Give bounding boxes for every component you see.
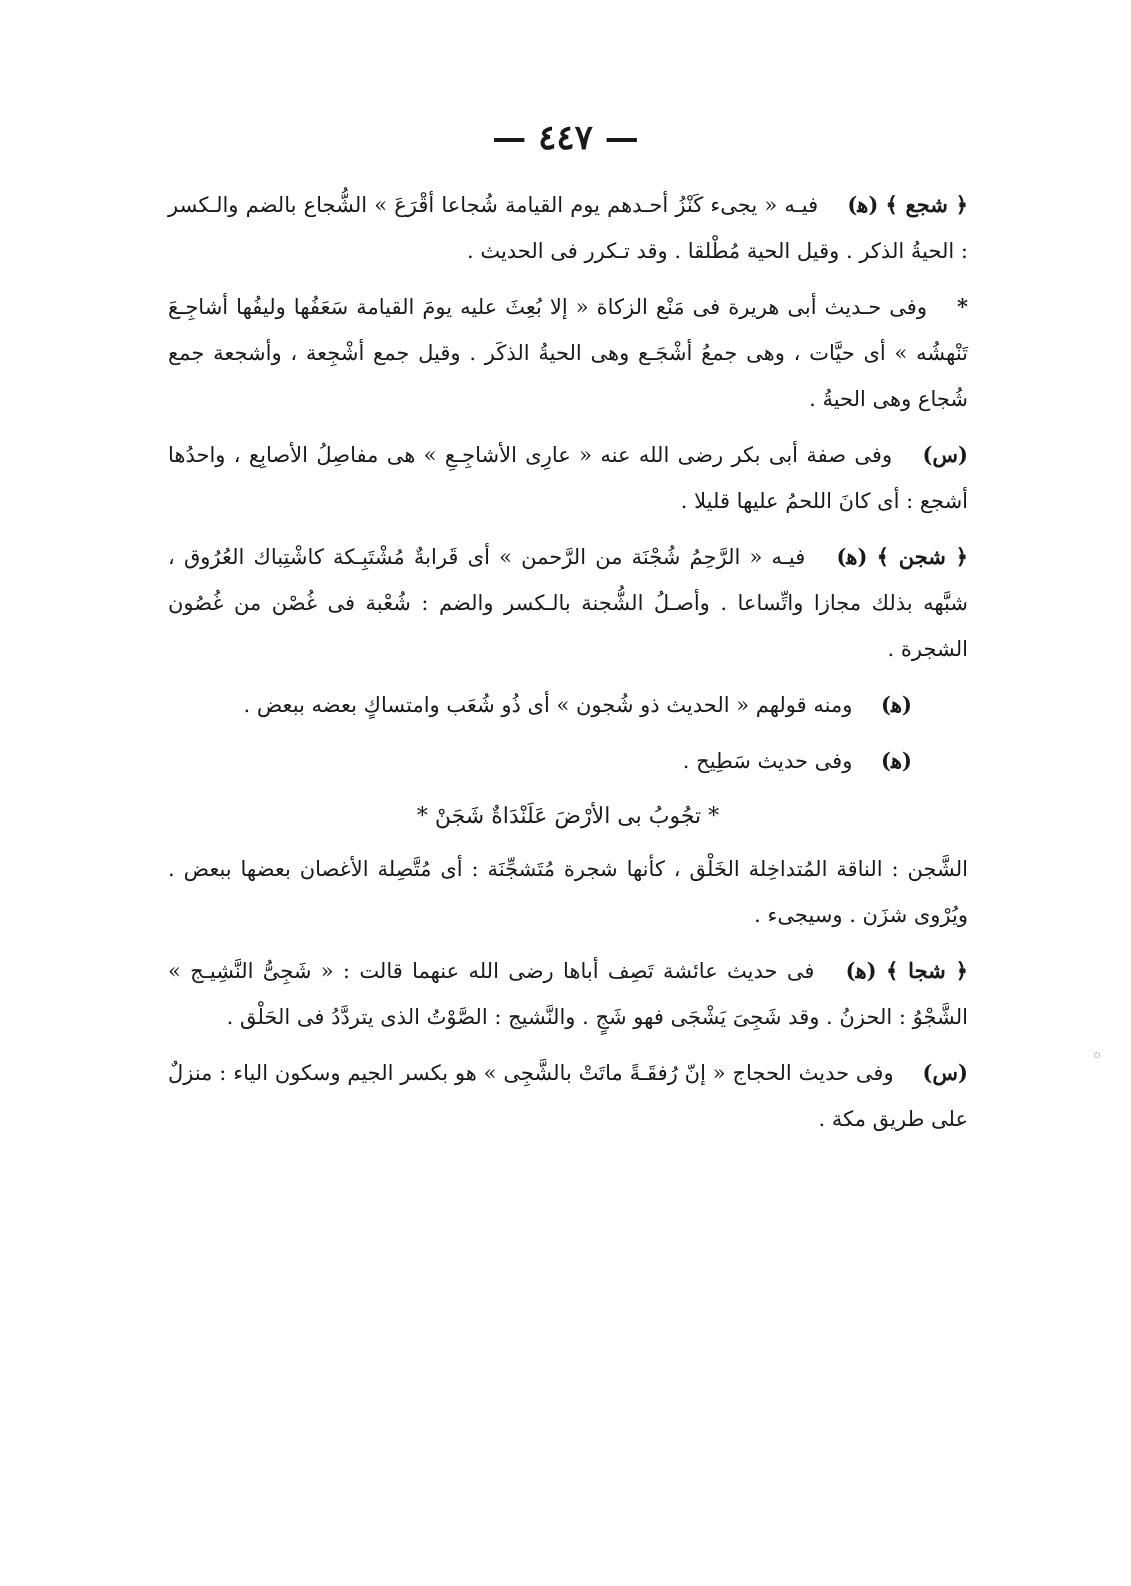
entry-text: وفى حديث سَطِيح . bbox=[682, 749, 853, 773]
source-marker: * bbox=[957, 294, 968, 319]
headword: ﴿ شجن ﴾ bbox=[876, 544, 968, 569]
scan-speck bbox=[1094, 1052, 1100, 1058]
entry-shajaa bbox=[168, 182, 968, 274]
source-marker: (ﻫ) bbox=[881, 692, 912, 717]
entry-text: فى حديث عائشة تَصِف أباها رضى الله عنهما قالت : « شَجِىُّ النَّشِيـج » الشَّجْوُ : الحزنُ . وقد شَجِىَ يَشْجَى فهو شَجٍ . والنَّشيج : الصَّوْتُ الذى يتردَّدُ فى الحَلْق . bbox=[168, 959, 968, 1029]
verse-line: * تجُوبُ بى الأرْضَ عَلَنْدَاةٌ شَجَنْ * bbox=[416, 804, 720, 829]
source-marker: (ﻫ) bbox=[845, 958, 877, 983]
entry-paragraph bbox=[168, 284, 968, 422]
headword: ﴿ شجع ﴾ bbox=[885, 192, 968, 217]
entry-text: فيـه « الرَّحِمُ شُجْنَة من الرَّحمن » أى قَرابةٌ مُشْتَبِـكة كاشْتِباك العُرُوق ، شبَّهه بذلك مجازا واتِّساعا . وأصـلُ الشُّجنة بالـكسر والضم : شُعْبة فى غُصْن من غُصُون الشجرة . bbox=[168, 545, 968, 661]
entry-text: وفى حديث الحجاج « إنّ رُفقَـةً ماتَتْ بالشَّجِى » هو بكسر الجيم وسكون الياء : منزلٌ على طريق مكة . bbox=[168, 1061, 968, 1131]
source-marker: (س) bbox=[922, 442, 968, 467]
entry-shaja bbox=[168, 948, 968, 1040]
headword: ﴿ شجا ﴾ bbox=[885, 958, 968, 983]
source-marker: (ﻫ) bbox=[847, 192, 879, 217]
source-marker: (ﻫ) bbox=[881, 748, 912, 773]
entry-paragraph bbox=[168, 432, 968, 524]
entry-text: وفى حـديث أبى هريرة فى مَنْع الزكاة « إلا بُعِثَ عليه يومَ القيامة سَعَفُها وليفُها أشاجِـعَ تَنْهشُه » أى حيَّات ، وهى جمعُ أشْجَـع وهى الحيةُ الذكَر . وقيل جمع أشْجِعة ، وأشجعة جمع شُجاع وهى الحيةُ . bbox=[168, 295, 968, 411]
entry-paragraph bbox=[168, 682, 968, 728]
page-body bbox=[168, 182, 968, 1152]
entry-text: الشَّجن : الناقة المُتداخِلة الخَلْق ، كأنها شجرة مُتَشجِّنَة : أى مُتَّصِلة الأغصان بعضها ببعض . ويُرْوى شزَن . وسيجىء . bbox=[168, 857, 968, 927]
entry-paragraph bbox=[168, 846, 968, 938]
page-number: — ٤٤٧ — bbox=[492, 118, 639, 158]
entry-text: فيـه « يجىء كَنْزُ أحـدهم يوم القيامة شُجاعا أقْرَعَ » الشُّجاع بالضم والـكسر : الحيةُ الذكر . وقيل الحية مُطْلقا . وقد تـكرر فى الحديث . bbox=[168, 193, 968, 263]
entry-text: وفى صفة أبى بكر رضى الله عنه « عارِى الأشاجِـعِ » هى مفاصِلُ الأصابِع ، واحدُها أشجع : أى كانَ اللحمُ عليها قليلا . bbox=[168, 443, 968, 513]
source-marker: (س) bbox=[922, 1060, 968, 1085]
entry-shajan bbox=[168, 534, 968, 672]
source-marker: (ﻫ) bbox=[836, 544, 868, 569]
entry-paragraph bbox=[168, 1050, 968, 1142]
entry-text: ومنه قولهم « الحديث ذو شُجون » أى ذُو شُعَب وامتساكٍ بعضه ببعض . bbox=[243, 693, 853, 717]
entry-paragraph bbox=[168, 738, 968, 784]
